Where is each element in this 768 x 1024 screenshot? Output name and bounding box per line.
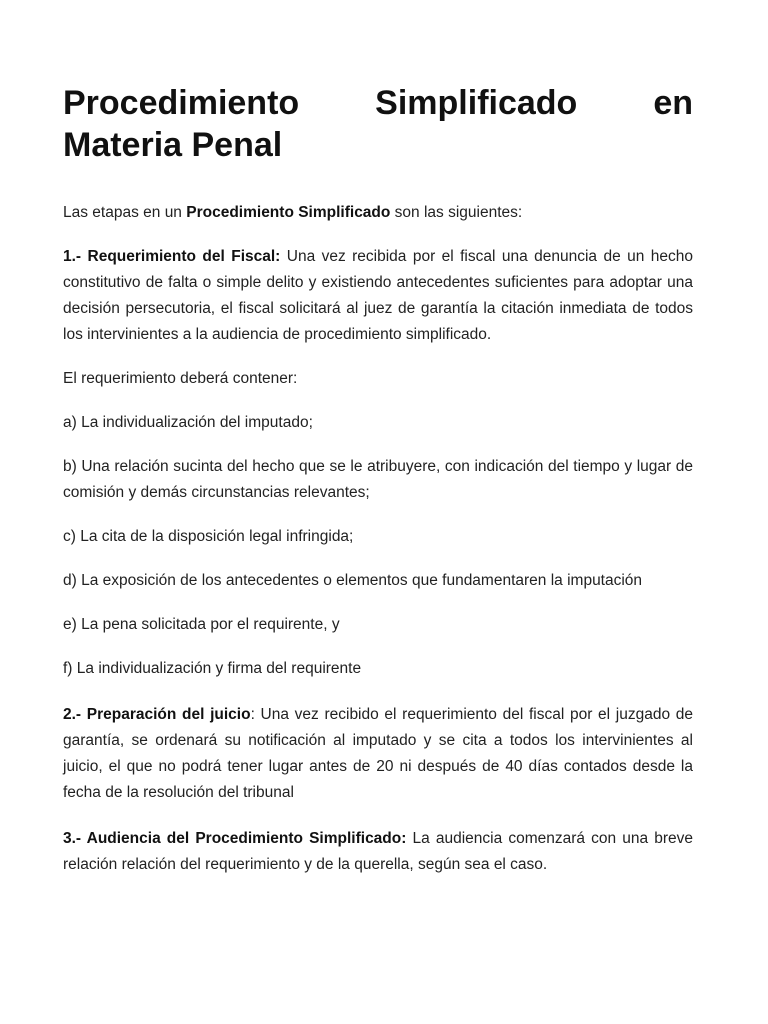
intro-text-before: Las etapas en un [63,204,187,221]
section-3-text: La audiencia comenzará con una breve relación relación del requerimiento y de la querella, según sea el caso. [63,830,693,873]
list-item-e: e) La pena solicitada por el requirente, y [63,616,340,633]
intro-bold-text: Procedimiento Simplificado [186,204,391,221]
title-line-1 [63,82,693,124]
title-word-2: Simplificado [375,84,578,122]
intro-text-after: son las siguientes: [390,204,523,221]
list-item-c: c) La cita de la disposición legal infringida; [63,528,354,545]
title-word-3: en [653,84,693,122]
section-1-heading: 1.- Requerimiento del Fiscal: [63,248,281,265]
section-2-text: : Una vez recibido el requerimiento del fiscal por el juzgado de garantía, se ordenará su notificación al imputado y se cita a todos los intervinientes al juicio, el que no podrá tener lugar antes de 20 ni después de 40 días contados desde la fecha de la resolución del tribunal [63,706,693,801]
section-1-text: Una vez recibida por el fiscal una denuncia de un hecho constitutivo de falta o simple delito y existiendo antecedentes suficientes para adoptar una decisión persecutoria, el fiscal solicitará al juez de garantía la citación inmediata de todos los intervinientes a la audiencia de procedimiento simplificado. [63,248,693,343]
page-title [63,82,693,166]
section-2-paragraph [63,702,693,806]
list-item-b: b) Una relación sucinta del hecho que se le atribuyere, con indicación del tiempo y lugar de comisión y demás circunstancias relevantes; [63,458,693,501]
document-page [63,82,693,878]
section-3-paragraph [63,826,693,878]
list-item-a: a) La individualización del imputado; [63,414,313,431]
list-item-f: f) La individualización y firma del requirente [63,660,362,677]
title-word-1: Procedimiento [63,84,300,122]
section-1-paragraph [63,244,693,348]
title-line-2: Materia Penal [63,126,283,164]
list-item-d: d) La exposición de los antecedentes o elementos que fundamentaren la imputación [63,572,643,589]
requirement-intro: El requerimiento deberá contener: [63,370,298,387]
section-2-heading: 2.- Preparación del juicio [63,706,251,723]
section-3-heading: 3.- Audiencia del Procedimiento Simplificado: [63,830,407,847]
intro-paragraph [63,200,693,226]
